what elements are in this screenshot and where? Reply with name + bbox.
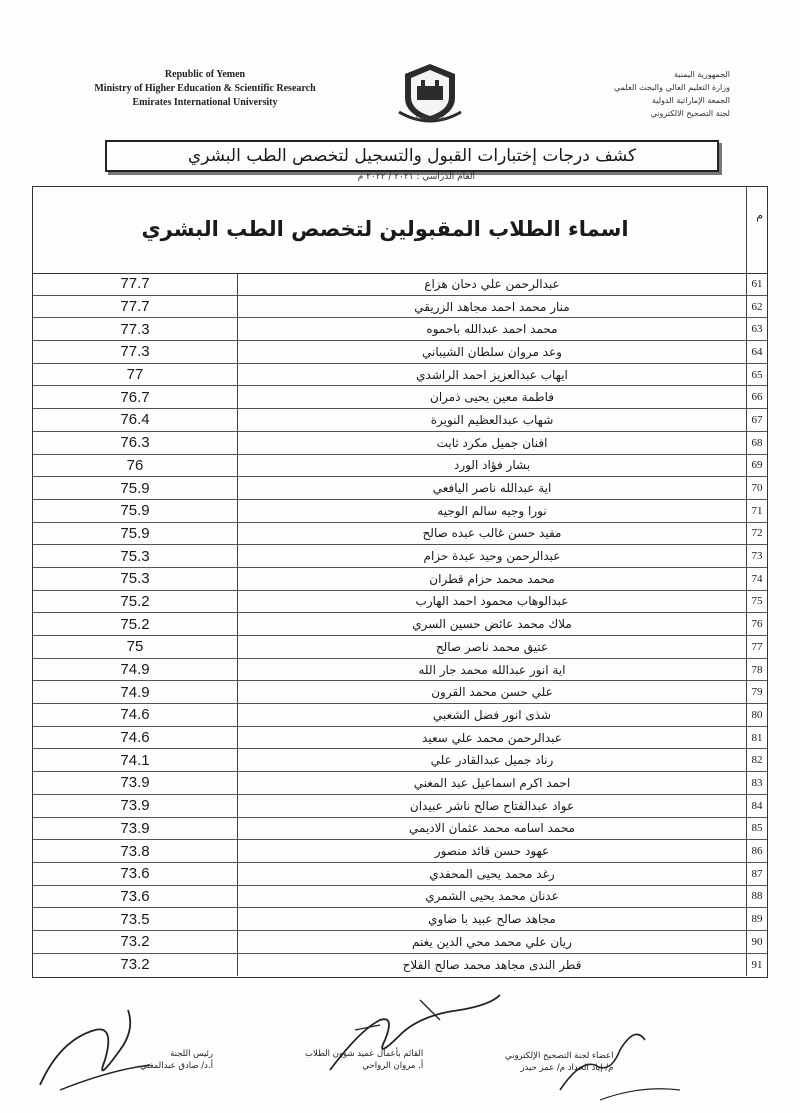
table-row xyxy=(33,477,767,500)
row-number-cell: 78 xyxy=(746,659,767,681)
student-name-cell: بشار فؤاد الورد xyxy=(453,458,531,473)
score-cell: 75.9 xyxy=(33,500,238,522)
score-cell: 73.5 xyxy=(33,908,238,930)
score-cell: 74.9 xyxy=(33,681,238,703)
score-cell: 74.9 xyxy=(33,659,238,681)
score-cell: 76.7 xyxy=(33,386,238,408)
table-row xyxy=(33,659,767,682)
row-number-cell: 61 xyxy=(746,273,767,295)
score-cell: 73.9 xyxy=(33,795,238,817)
student-name-cell: مجاهد صالح عبيد با ضاوي xyxy=(428,912,556,927)
score-cell: 75.2 xyxy=(33,591,238,613)
student-name-cell: فاطمة معين يحيى ذمران xyxy=(430,390,554,405)
table-row xyxy=(33,772,767,795)
table-header xyxy=(33,187,767,274)
row-number-cell: 90 xyxy=(746,931,767,953)
row-number-cell: 87 xyxy=(746,863,767,885)
row-number-cell: 66 xyxy=(746,386,767,408)
row-number-cell: 62 xyxy=(746,296,767,318)
row-number-cell: 70 xyxy=(746,477,767,499)
row-number-cell: 85 xyxy=(746,818,767,840)
row-number-cell: 69 xyxy=(746,455,767,477)
score-cell: 73.9 xyxy=(33,772,238,794)
score-cell: 75.3 xyxy=(33,568,238,590)
table-row xyxy=(33,840,767,863)
table-row xyxy=(33,409,767,432)
row-number-cell: 89 xyxy=(746,908,767,930)
row-number-cell: 65 xyxy=(746,364,767,386)
signature-committee-head xyxy=(140,1048,213,1072)
number-column-header: م xyxy=(756,209,763,222)
score-cell: 73.2 xyxy=(33,931,238,953)
row-number-cell: 82 xyxy=(746,749,767,771)
table-row xyxy=(33,704,767,727)
score-cell: 73.8 xyxy=(33,840,238,862)
student-name-cell: محمد احمد عبدالله باحموه xyxy=(426,322,558,337)
score-cell: 76.3 xyxy=(33,432,238,454)
row-number-cell: 73 xyxy=(746,545,767,567)
table-row xyxy=(33,636,767,659)
student-name-cell: محمد محمد حزام قطران xyxy=(429,571,555,586)
table-row xyxy=(33,613,767,636)
table-row xyxy=(33,273,767,296)
student-name-cell: قطر الندى مجاهد محمد صالح الفلاح xyxy=(402,957,582,972)
table-row xyxy=(33,818,767,841)
table-row xyxy=(33,364,767,387)
score-cell: 73.2 xyxy=(33,954,238,977)
student-name-cell: شذى انور فضل الشعبي xyxy=(432,707,552,722)
score-cell: 76 xyxy=(33,455,238,477)
row-number-cell: 84 xyxy=(746,795,767,817)
signature-name: م/ إياد الحداد م/ عمر حيدر xyxy=(520,1063,614,1073)
row-number-cell: 91 xyxy=(746,954,767,977)
score-cell: 74.6 xyxy=(33,727,238,749)
student-name-cell: عبدالوهاب محمود احمد الهارب xyxy=(415,594,569,609)
score-cell: 77.7 xyxy=(33,273,238,295)
student-name-cell: اية انور عبدالله محمد جار الله xyxy=(418,662,566,677)
signature-correction-committee xyxy=(505,1050,613,1074)
table-row xyxy=(33,886,767,909)
row-number-cell: 68 xyxy=(746,432,767,454)
student-name-cell: محمد اسامه محمد عثمان الاديمي xyxy=(409,821,575,836)
table-row xyxy=(33,749,767,772)
student-name-cell: عدنان محمد يحيى الشمري xyxy=(425,889,559,904)
column-divider xyxy=(746,187,747,273)
table-row xyxy=(33,931,767,954)
score-cell: 73.6 xyxy=(33,863,238,885)
student-name-cell: علي حسن محمد القرون xyxy=(431,685,553,700)
student-name-cell: عبدالرحمن وحيد عبدة حزام xyxy=(423,549,561,564)
table-row xyxy=(33,432,767,455)
score-cell: 77 xyxy=(33,364,238,386)
table-row xyxy=(33,591,767,614)
row-number-cell: 63 xyxy=(746,318,767,340)
row-number-cell: 83 xyxy=(746,772,767,794)
signature-name: أ.د/ صادق عبدالمغني xyxy=(140,1061,214,1071)
student-name-cell: وعد مروان سلطان الشيباني xyxy=(422,344,562,359)
table-title: اسماء الطلاب المقبولين لتخصص الطب البشري xyxy=(141,217,629,241)
letterhead-line: لجنة التصحيح الالكتروني xyxy=(650,109,730,118)
letterhead-line: Republic of Yemen xyxy=(164,69,246,80)
results-table xyxy=(32,186,768,978)
student-name-cell: عهود حسن قائد منصور xyxy=(434,844,550,859)
table-row xyxy=(33,296,767,319)
table-row xyxy=(33,954,767,977)
table-row xyxy=(33,727,767,750)
signature-title: اعضاء لجنة التصحيح الإلكتروني xyxy=(505,1051,614,1061)
score-cell: 77.3 xyxy=(33,341,238,363)
letterhead-line: الجمهورية اليمنية xyxy=(673,70,730,79)
student-name-cell: ايهاب عبدالعزيز احمد الراشدي xyxy=(416,367,568,382)
student-name-cell: مفيد حسن غالب عبده صالح xyxy=(422,526,562,541)
student-name-cell: عواد عبدالفتاح صالح ناشر عبيدان xyxy=(409,798,575,813)
score-cell: 73.9 xyxy=(33,818,238,840)
signature-title: القائم بأعمال عميد شؤون الطلاب xyxy=(305,1049,424,1059)
student-name-cell: عبدالرحمن علي دحان هزاع xyxy=(424,276,560,291)
score-cell: 73.6 xyxy=(33,886,238,908)
score-cell: 75 xyxy=(33,636,238,658)
row-number-cell: 77 xyxy=(746,636,767,658)
score-cell: 74.1 xyxy=(33,749,238,771)
row-number-cell: 72 xyxy=(746,523,767,545)
score-cell: 77.7 xyxy=(33,296,238,318)
table-row xyxy=(33,386,767,409)
row-number-cell: 86 xyxy=(746,840,767,862)
student-name-cell: اية عبدالله ناصر اليافعي xyxy=(432,481,552,496)
table-row xyxy=(33,455,767,478)
score-cell: 74.6 xyxy=(33,704,238,726)
table-row xyxy=(33,681,767,704)
student-name-cell: عتيق محمد ناصر صالح xyxy=(435,639,549,654)
row-number-cell: 76 xyxy=(746,613,767,635)
row-number-cell: 75 xyxy=(746,591,767,613)
letterhead-line: Emirates International University xyxy=(132,97,278,108)
score-cell: 75.9 xyxy=(33,523,238,545)
student-name-cell: افنان جميل مكرد ثابت xyxy=(436,435,548,450)
table-row xyxy=(33,523,767,546)
student-name-cell: عبدالرحمن محمد علي سعيد xyxy=(422,730,562,745)
row-number-cell: 81 xyxy=(746,727,767,749)
logo-caption: EMIRATES xyxy=(415,116,445,122)
row-number-cell: 79 xyxy=(746,681,767,703)
table-row xyxy=(33,341,767,364)
table-row xyxy=(33,545,767,568)
row-number-cell: 88 xyxy=(746,886,767,908)
student-name-cell: نورا وجيه سالم الوجيه xyxy=(437,503,547,518)
table-row xyxy=(33,863,767,886)
student-name-cell: احمد اكرم اسماعيل عبد المغني xyxy=(413,775,571,790)
table-row xyxy=(33,500,767,523)
row-number-cell: 74 xyxy=(746,568,767,590)
signature-student-affairs xyxy=(305,1048,423,1072)
table-row xyxy=(33,908,767,931)
row-number-cell: 71 xyxy=(746,500,767,522)
document-title-banner: كشف درجات إختبارات القبول والتسجيل لتخصص الطب البشري xyxy=(105,140,719,172)
score-cell: 75.2 xyxy=(33,613,238,635)
letterhead-line: وزارة التعليم العالي والبحث العلمي xyxy=(614,83,730,92)
row-number-cell: 80 xyxy=(746,704,767,726)
score-cell: 77.3 xyxy=(33,318,238,340)
academic-year: العام الدراسي : ٢٠٢١ / ٢٠٢٢ م xyxy=(357,172,475,182)
score-cell: 75.3 xyxy=(33,545,238,567)
table-row xyxy=(33,795,767,818)
letterhead-arabic xyxy=(570,68,730,120)
signature-name: أ. مروان الرواحي xyxy=(362,1061,424,1071)
row-number-cell: 67 xyxy=(746,409,767,431)
student-name-cell: شهاب عبدالعظيم النويرة xyxy=(430,412,554,427)
student-name-cell: رغد محمد يحيى المحفدي xyxy=(429,866,555,881)
table-body xyxy=(33,273,767,976)
letterhead-line: Ministry of Higher Education & Scientific Research xyxy=(94,83,316,94)
table-row xyxy=(33,318,767,341)
score-cell: 76.4 xyxy=(33,409,238,431)
table-row xyxy=(33,568,767,591)
signature-title: رئيس اللجنة xyxy=(170,1049,214,1059)
student-name-cell: رناد جميل عبدالقادر علي xyxy=(430,753,554,768)
letterhead-line: الجمعة الإماراتية الدولية xyxy=(651,96,730,105)
letterhead-english xyxy=(80,68,330,110)
student-name-cell: ملاك محمد عائض حسين السري xyxy=(412,617,572,632)
student-name-cell: ريان علي محمد محي الدين يغنم xyxy=(412,934,572,949)
student-name-cell: منار محمد احمد مجاهد الزريقي xyxy=(414,299,570,314)
score-cell: 75.9 xyxy=(33,477,238,499)
row-number-cell: 64 xyxy=(746,341,767,363)
